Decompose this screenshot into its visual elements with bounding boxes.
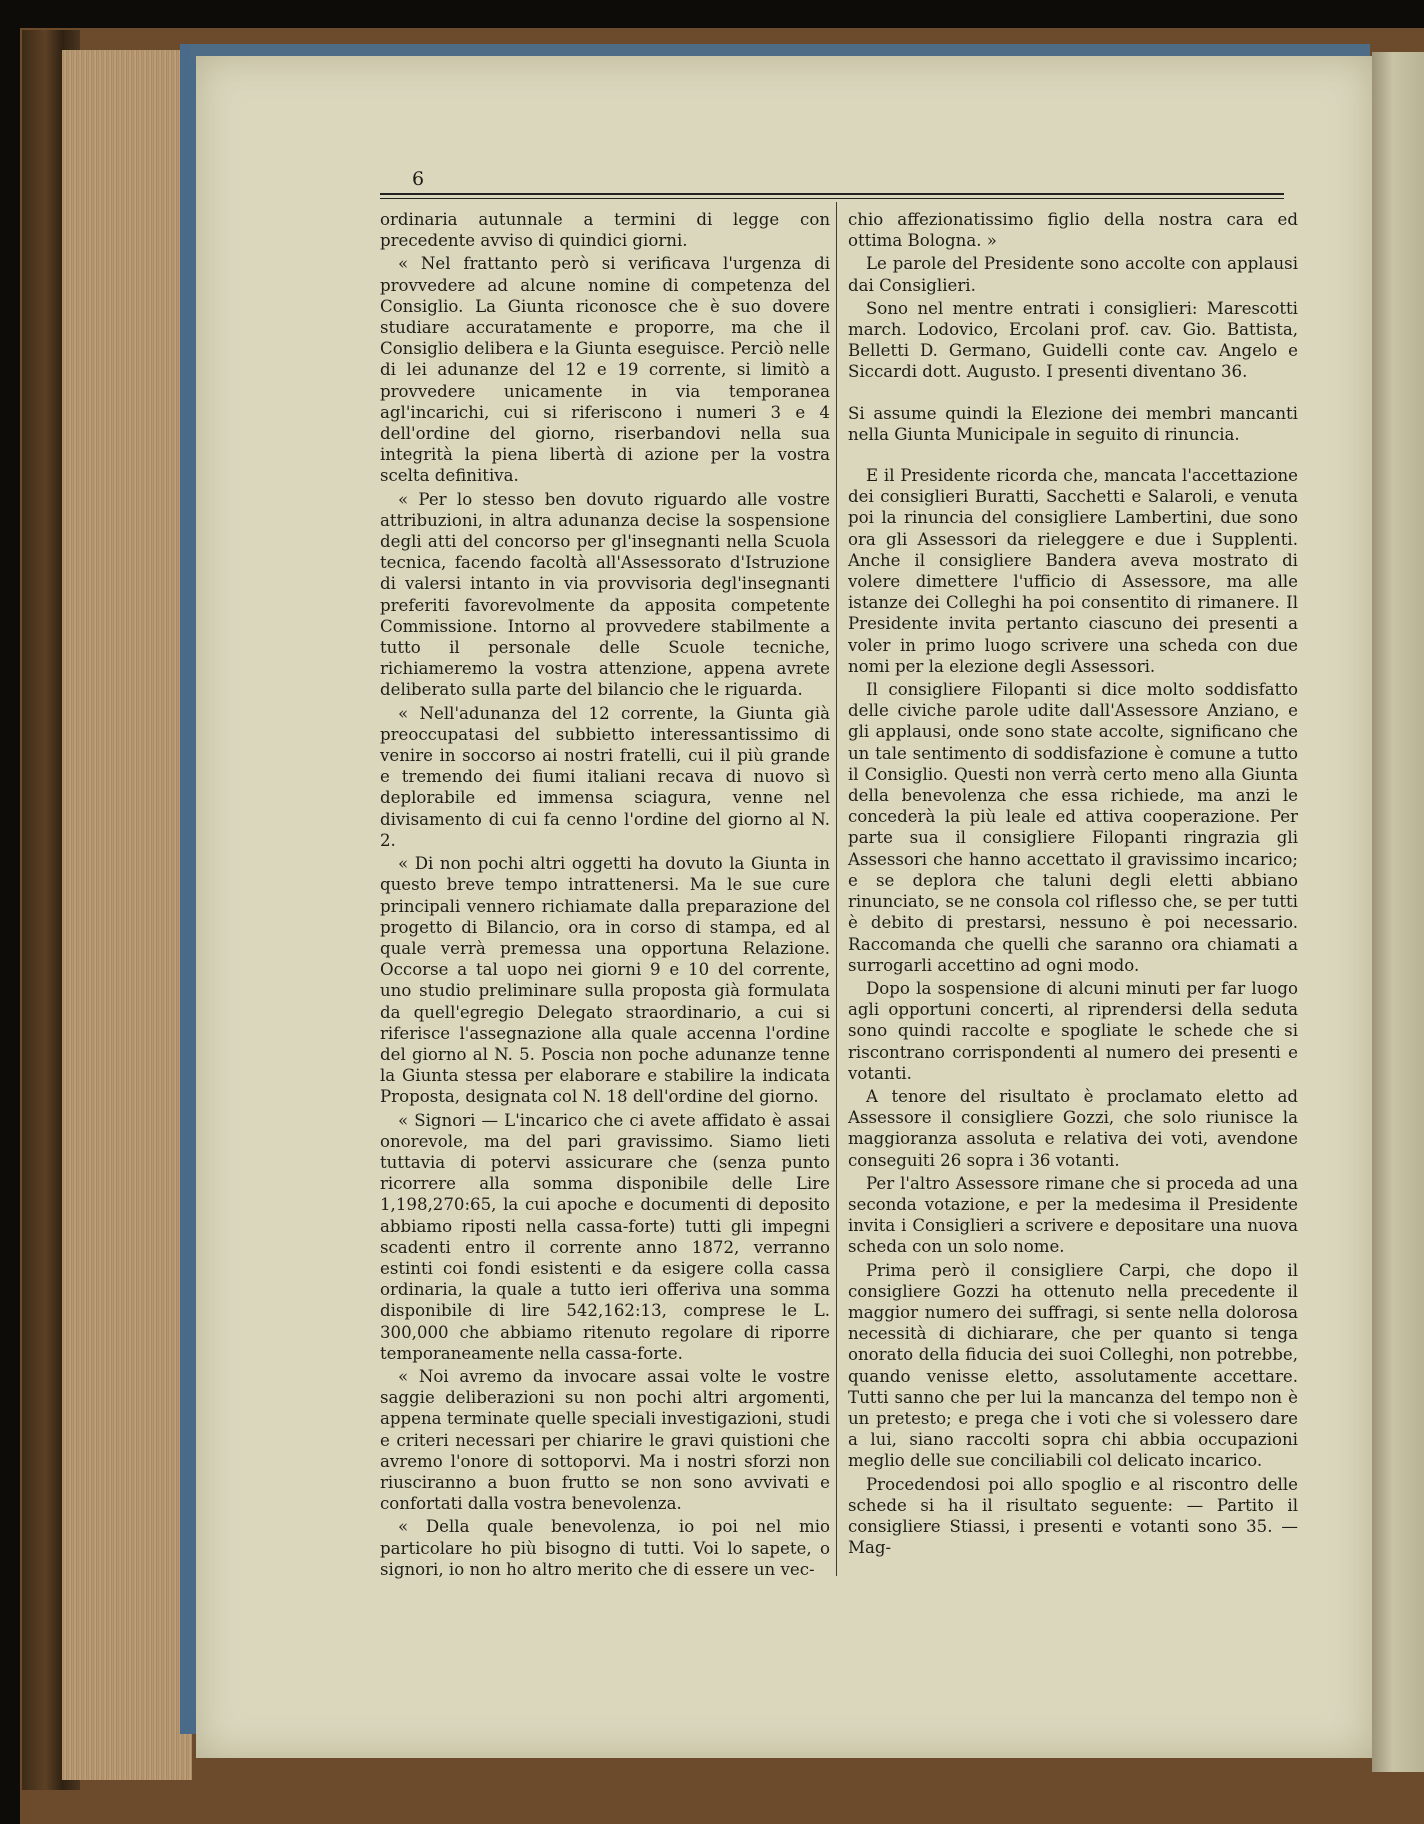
paragraph: Prima però il consigliere Carpi, che dopo il consigliere Gozzi ha ottenuto nella precedente il maggior numero dei suffragi, si sente nella dolorosa necessità di dichiarare, che per quanto si tenga onorato della fiducia dei suoi Colleghi, non potrebbe, quando venisse eletto, assolutamente accettare. Tutti sanno che per lui la mancanza del tempo non è un pretesto; e prega che i voti che si volessero dare a lui, siano raccolti sopra chi abbia occupazioni meglio delle sue conciliabili col delicato incarico. xyxy=(848,1260,1298,1471)
paragraph: « Di non pochi altri oggetti ha dovuto la Giunta in questo breve tempo intrattenersi. Ma le sue cure principali vennero richiamate dalla preparazione del progetto di Bilancio, ora in corso di stampa, ed al quale verrà premessa una opportuna Relazione. Occorse a tal uopo nei giorni 9 e 10 del corrente, uno studio preliminare sulla proposta già formulata da quell'egregio Delegato straordinario, a cui si riferisce l'assegnazione alla quale accenna l'ordine del giorno al N. 5. Poscia non poche adunanze tenne la Giunta stessa per elaborare e stabilire la indicata Proposta, designata col N. 18 dell'ordine del giorno. xyxy=(380,854,830,1107)
paragraph: Le parole del Presidente sono accolte con applausi dai Consiglieri. xyxy=(848,254,1298,295)
paragraph: « Nell'adunanza del 12 corrente, la Giunta già preoccupatasi del subbietto interessantissimo di venire in soccorso ai nostri fratelli, cui il più grande e tremendo dei fiumi italiani recava di nuovo sì deplorabile ed immensa sciagura, venne nel divisamento di cui fa cenno l'ordine del giorno al N. 2. xyxy=(380,703,830,850)
paragraph: Per l'altro Assessore rimane che si proceda ad una seconda votazione, e per la medesima il Presidente invita i Consiglieri a scrivere e depositare una nuova scheda con un solo nome. xyxy=(848,1173,1298,1257)
header-rule-thin xyxy=(380,198,1284,199)
paragraph: ordinaria autunnale a termini di legge con precedente avviso di quindici giorni. xyxy=(380,210,830,251)
paragraph: chio affezionatissimo figlio della nostra cara ed ottima Bologna. » xyxy=(848,210,1298,251)
agenda-heading: Si assume quindi la Elezione dei membri mancanti nella Giunta Municipale in seguito di rinuncia. xyxy=(848,403,1298,444)
facing-page-edge xyxy=(1372,52,1424,1772)
paragraph: « Della quale benevolenza, io poi nel mio particolare ho più bisogno di tutti. Voi lo sapete, o signori, io non ho altro merito che di essere un vec- xyxy=(380,1517,830,1579)
paragraph: Il consigliere Filopanti si dice molto soddisfatto delle civiche parole udite dall'Assessore Anziano, e gli applausi, onde sono state accolte, significano che un tale sentimento di soddisfazione è comune a tutto il Consiglio. Questi non verrà certo meno alla Giunta della benevolenza che essa richiede, ma anzi le concederà la più leale ed attiva cooperazione. Per parte sua il consigliere Filopanti ringrazia gli Assessori che hanno accettato il gravissimo incarico; e se deplora che taluni degli eletti abbiano rinunciato, se ne consola col riflesso che, se per tutti è debito di prestarsi, nessuno è poi necessario. Raccomanda che quelli che saranno ora chiamati a surrogarli accettino ad ogni modo. xyxy=(848,680,1298,975)
paragraph: « Per lo stesso ben dovuto riguardo alle vostre attribuzioni, in altra adunanza decise la sospensione degli atti del concorso per gl'insegnanti nella Scuola tecnica, facendo facoltà all'Assessorato d'Istruzione di valersi intanto in via provvisoria degl'insegnanti preferiti favorevolmente da apposita competente Commissione. Intorno al provvedere stabilmente a tutto il personale delle Scuole tecniche, richiameremo la vostra attenzione, appena avrete deliberato sulla parte del bilancio che le riguarda. xyxy=(380,489,830,700)
paragraph: Dopo la sospensione di alcuni minuti per far luogo agli opportuni concerti, al riprendersi della seduta sono quindi raccolte e spogliate le schede che si riscontrano corrispondenti al numero dei presenti e votanti. xyxy=(848,978,1298,1083)
paragraph: A tenore del risultato è proclamato eletto ad Assessore il consigliere Gozzi, che solo riunisce la maggioranza assoluta e relativa dei voti, avendone conseguiti 26 sopra i 36 votanti. xyxy=(848,1086,1298,1170)
right-column xyxy=(848,209,1298,1560)
paragraph: « Noi avremo da invocare assai volte le vostre saggie deliberazioni su non pochi altri argomenti, appena terminate quelle speciali investigazioni, studi e criteri necessari per chiarire le gravi quistioni che avremo l'onore di sottoporvi. Ma i nostri sforzi non riusciranno a buon frutto se non sono avvivati e confortati dalla vostra benevolenza. xyxy=(380,1366,830,1514)
paragraph: Sono nel mentre entrati i consiglieri: Marescotti march. Lodovico, Ercolani prof. cav. Gio. Battista, Belletti D. Germano, Guidelli conte cav. Angelo e Siccardi dott. Augusto. I presenti diventano 36. xyxy=(848,298,1298,382)
page-edges xyxy=(62,50,192,1780)
header-rule xyxy=(380,193,1284,195)
left-column xyxy=(380,209,830,1582)
column-divider xyxy=(836,202,837,1576)
paragraph: « Signori — L'incarico che ci avete affidato è assai onorevole, ma del pari gravissimo. Siamo lieti tuttavia di potervi assicurare che (senza punto ricorrere alla somma disponibile delle Lire 1,198,270:65, la cui apoche e documenti di deposito abbiamo riposti nella cassa-forte) tutti gli impegni scadenti entro il corrente anno 1872, verranno estinti coi fondi esistenti e da esigere colla cassa ordinaria, la quale a tutto ieri offeriva una somma disponibile di lire 542,162:13, comprese le L. 300,000 che abbiamo ritenuto regolare di riporre temporaneamente nella cassa-forte. xyxy=(380,1110,830,1363)
paragraph: Procedendosi poi allo spoglio e al riscontro delle schede si ha il risultato seguente: — Partito il consigliere Stiassi, i presenti e votanti sono 35. — Mag- xyxy=(848,1474,1298,1558)
page-number: 6 xyxy=(412,168,425,190)
paragraph: E il Presidente ricorda che, mancata l'accettazione dei consiglieri Buratti, Sacchetti e Salaroli, e venuta poi la rinuncia del consigliere Lambertini, due sono ora gli Assessori da rieleggere e due i Supplenti. Anche il consigliere Bandera aveva mostrato di volere dimettere l'ufficio di Assessore, ma alle istanze dei Colleghi ha poi consentito di rimanere. Il Presidente invita pertanto ciascuno dei presenti a voler in primo luogo scrivere una scheda con due nomi per la elezione degli Assessori. xyxy=(848,466,1298,676)
paragraph: « Nel frattanto però si verificava l'urgenza di provvedere ad alcune nomine di competenza del Consiglio. La Giunta riconosce che è suo dovere studiare accuratamente e proporre, ma che il Consiglio delibera e la Giunta eseguisce. Perciò nelle di lei adunanze del 12 e 19 corrente, si limitò a provvedere unicamente in via temporanea agl'incarichi, cui si riferiscono i numeri 3 e 4 dell'ordine del giorno, riserbandovi nella sua integrità la piena libertà di azione per la vostra scelta definitiva. xyxy=(380,254,830,486)
